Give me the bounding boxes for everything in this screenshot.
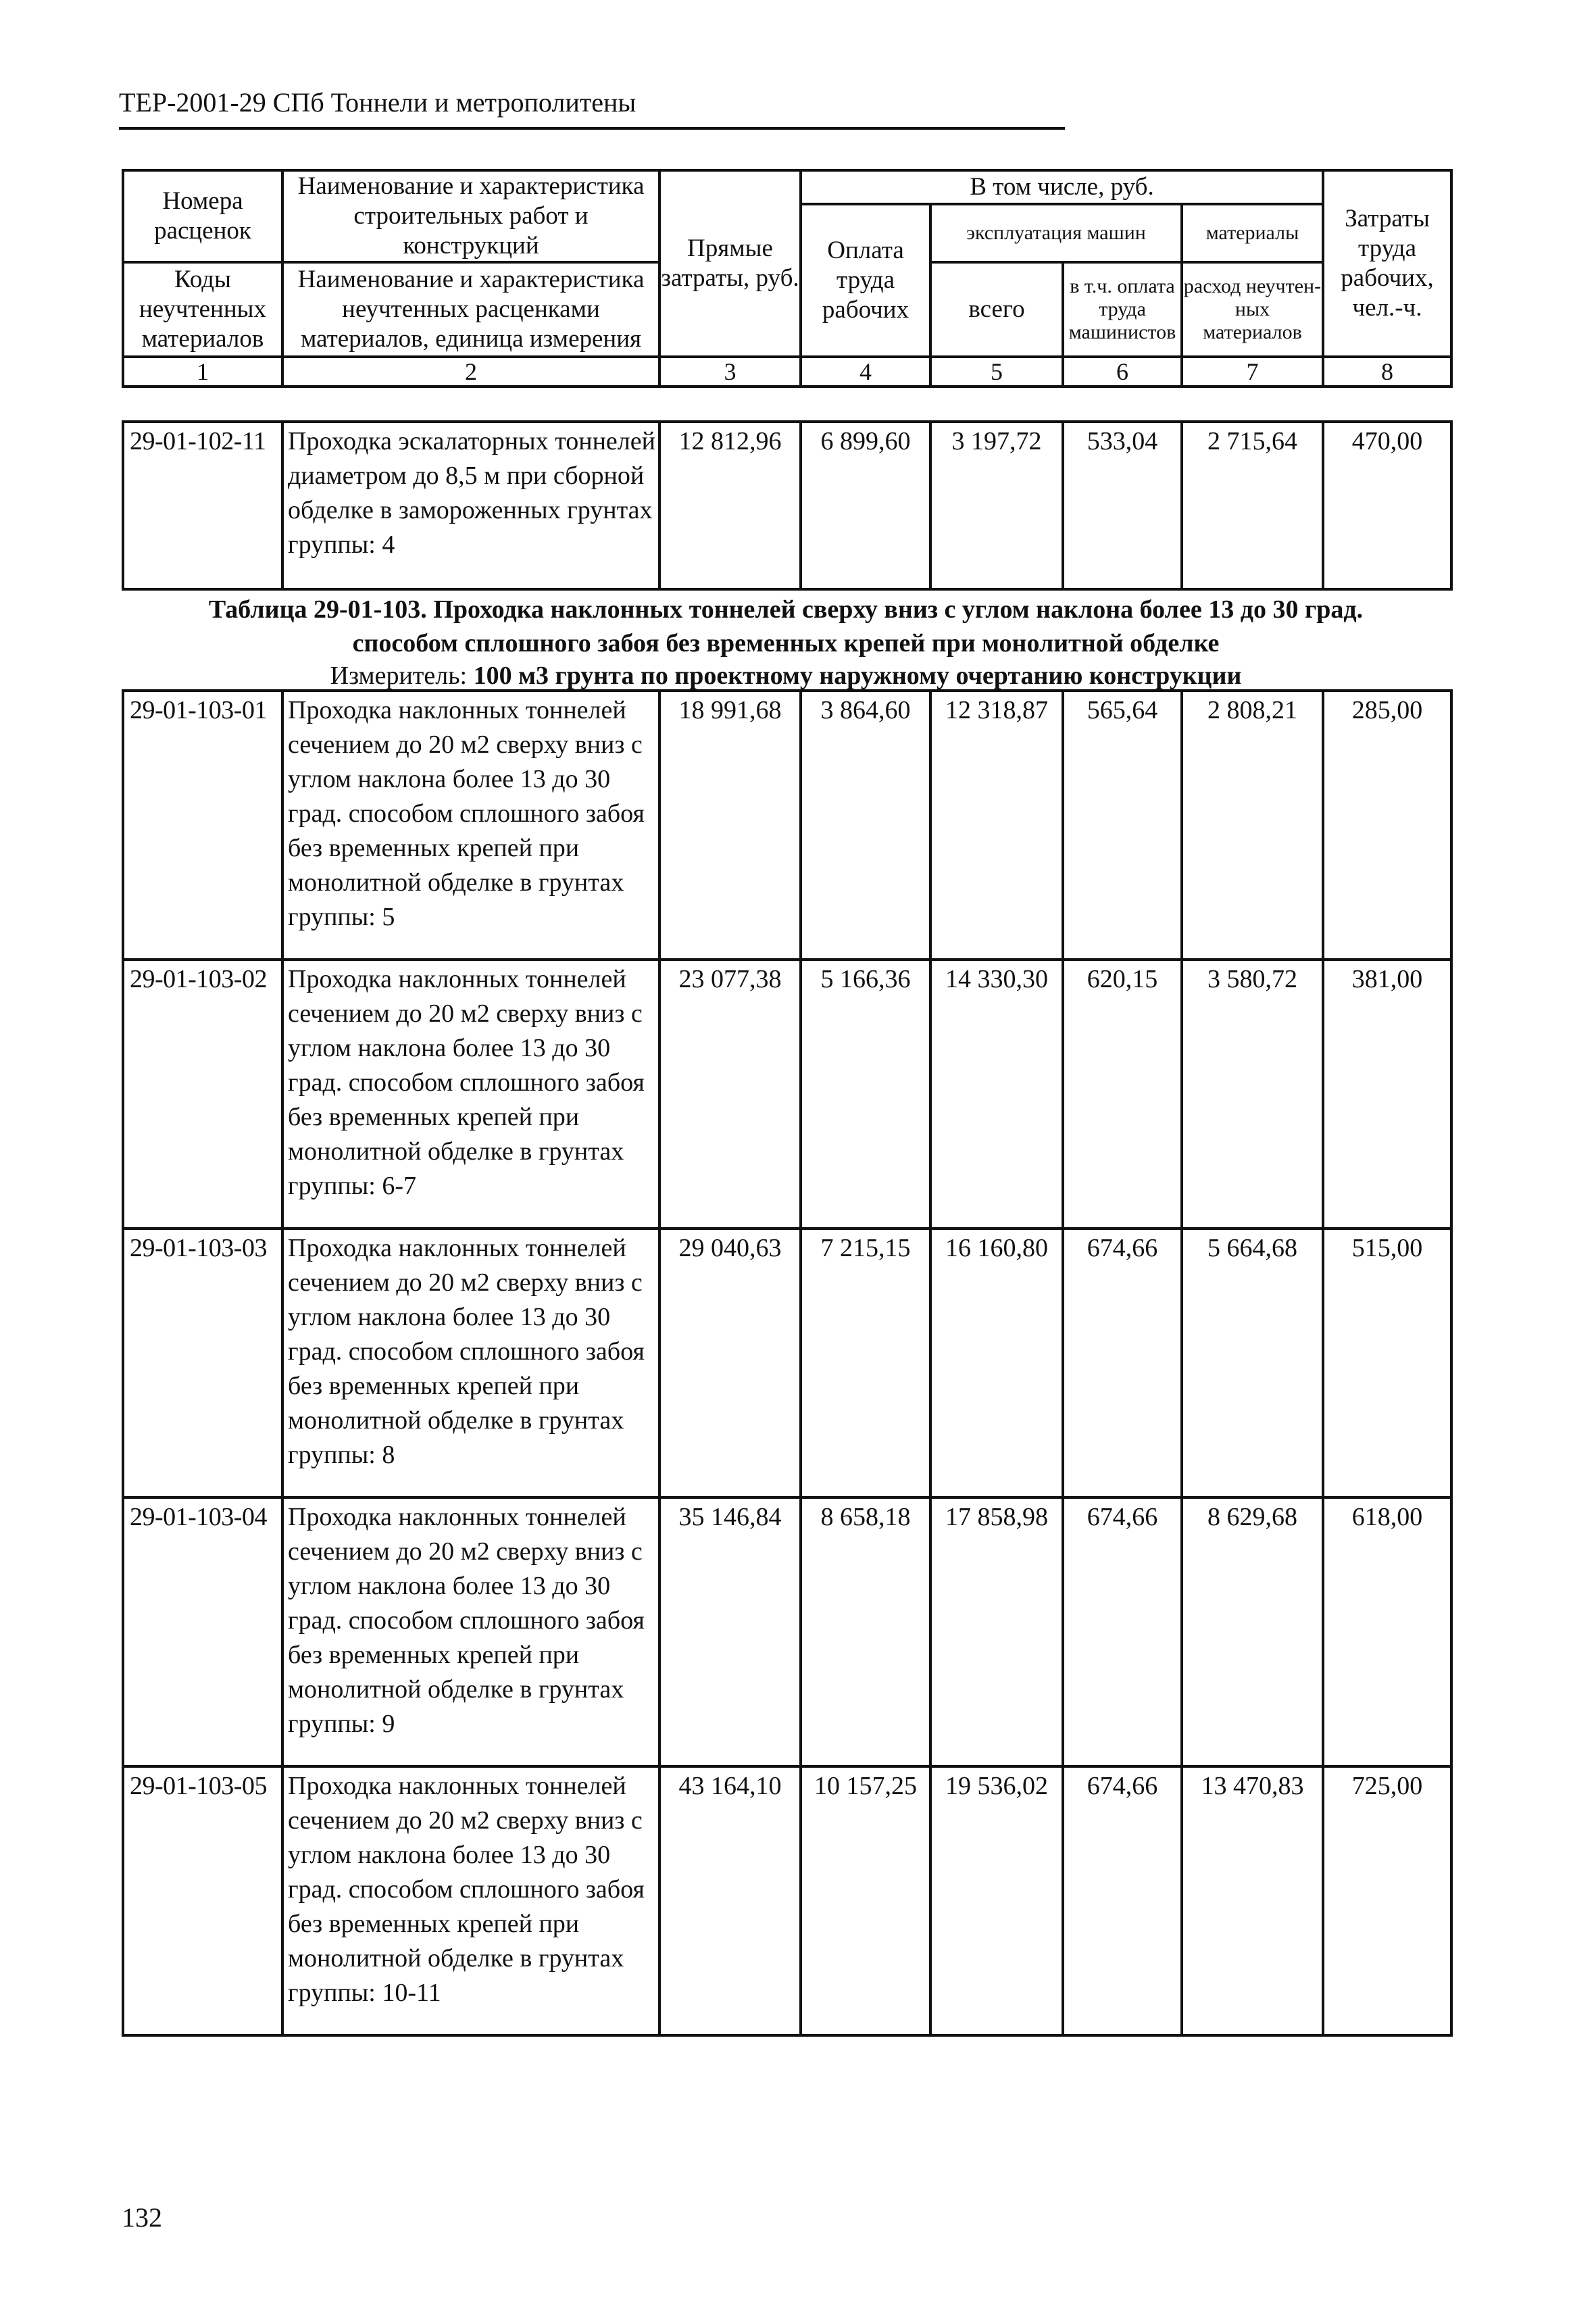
row-materials: 3 580,72 [1182, 960, 1323, 1229]
unit-label: Измеритель: [330, 662, 468, 690]
row-hours: 285,00 [1323, 691, 1451, 960]
row-code: 29-01-103-03 [123, 1229, 282, 1497]
table-header [122, 169, 1453, 388]
table-row [123, 960, 1451, 1229]
unit-value: 100 м3 грунта по проектному наружному очертанию конструкции [473, 662, 1242, 690]
row-machines: 14 330,30 [930, 960, 1063, 1229]
header-col8: Затраты труда рабочих, чел.-ч. [1323, 170, 1451, 357]
table-prev-rows [122, 420, 1453, 591]
header-col1-bottom: Коды неучтенных материалов [123, 262, 282, 357]
header-number: 1 [123, 357, 282, 387]
row-materials: 2 808,21 [1182, 691, 1323, 960]
row-name: Проходка наклонных тоннелей сечением до 20 м2 сверху вниз с углом наклона более 13 до 30 град. способом сплошного забоя без временных крепей при монолитной обделке в грунтах группы: 6-7 [282, 960, 659, 1229]
table-row [123, 691, 1451, 960]
row-direct: 23 077,38 [659, 960, 801, 1229]
header-number: 8 [1323, 357, 1451, 387]
table-rows [122, 689, 1453, 2037]
row-machines: 19 536,02 [930, 1766, 1063, 2035]
header-group: В том числе, руб. [801, 170, 1323, 204]
row-name: Проходка наклонных тоннелей сечением до 20 м2 сверху вниз с углом наклона более 13 до 30 град. способом сплошного забоя без временных крепей при монолитной обделке в грунтах группы: 5 [282, 691, 659, 960]
header-col1-top: Номера расценок [123, 170, 282, 262]
row-operators: 674,66 [1063, 1497, 1182, 1766]
table-caption-unit [122, 660, 1450, 692]
header-rule [119, 127, 1065, 130]
row-name: Проходка наклонных тоннелей сечением до 20 м2 сверху вниз с углом наклона более 13 до 30 град. способом сплошного забоя без временных крепей при монолитной обделке в грунтах группы: 8 [282, 1229, 659, 1497]
row-name: Проходка наклонных тоннелей сечением до 20 м2 сверху вниз с углом наклона более 13 до 30 град. способом сплошного забоя без временных крепей при монолитной обделке в грунтах группы: 9 [282, 1497, 659, 1766]
table-row [123, 422, 1451, 589]
row-code: 29-01-103-02 [123, 960, 282, 1229]
row-machines: 17 858,98 [930, 1497, 1063, 1766]
header-number: 3 [659, 357, 801, 387]
table-row [123, 1497, 1451, 1766]
row-name: Проходка эскалаторных тоннелей диаметром до 8,5 м при сборной обделке в замороженных грунтах группы: 4 [282, 422, 659, 589]
header-number: 6 [1063, 357, 1182, 387]
row-labor: 10 157,25 [801, 1766, 930, 2035]
row-direct: 18 991,68 [659, 691, 801, 960]
row-operators: 533,04 [1063, 422, 1182, 589]
row-labor: 7 215,15 [801, 1229, 930, 1497]
table-caption-title: Таблица 29-01-103. Проходка наклонных тоннелей сверху вниз с углом наклона более 13 до 30 град. [208, 595, 1364, 624]
row-labor: 6 899,60 [801, 422, 930, 589]
row-hours: 618,00 [1323, 1497, 1451, 1766]
header-col5: всего [930, 262, 1063, 357]
row-hours: 515,00 [1323, 1229, 1451, 1497]
row-code: 29-01-102-11 [123, 422, 282, 589]
row-hours: 725,00 [1323, 1766, 1451, 2035]
row-direct: 12 812,96 [659, 422, 801, 589]
header-number: 7 [1182, 357, 1323, 387]
table-caption-subtitle: способом сплошного забоя без временных крепей при монолитной обделке [352, 629, 1220, 658]
row-operators: 674,66 [1063, 1766, 1182, 2035]
row-materials: 5 664,68 [1182, 1229, 1323, 1497]
row-direct: 29 040,63 [659, 1229, 801, 1497]
header-col2-bottom: Наименование и характеристика неучтенных расценками материалов, единица измерения [282, 262, 659, 357]
row-operators: 674,66 [1063, 1229, 1182, 1497]
header-col3: Прямые затраты, руб. [659, 170, 801, 357]
row-labor: 3 864,60 [801, 691, 930, 960]
row-hours: 470,00 [1323, 422, 1451, 589]
page-number: 132 [122, 2202, 162, 2233]
header-number: 2 [282, 357, 659, 387]
table-row [123, 1766, 1451, 2035]
row-code: 29-01-103-01 [123, 691, 282, 960]
header-col7: расход неучтен-ных материалов [1182, 262, 1323, 357]
row-name: Проходка наклонных тоннелей сечением до 20 м2 сверху вниз с углом наклона более 13 до 30 град. способом сплошного забоя без временных крепей при монолитной обделке в грунтах группы: 10-11 [282, 1766, 659, 2035]
header-col2-top: Наименование и характеристика строительных работ и конструкций [282, 170, 659, 262]
row-operators: 565,64 [1063, 691, 1182, 960]
row-materials: 2 715,64 [1182, 422, 1323, 589]
row-code: 29-01-103-05 [123, 1766, 282, 2035]
header-machines: эксплуатация машин [930, 204, 1182, 262]
row-direct: 43 164,10 [659, 1766, 801, 2035]
header-number: 4 [801, 357, 930, 387]
table-row [123, 1229, 1451, 1497]
row-operators: 620,15 [1063, 960, 1182, 1229]
header-materials: материалы [1182, 204, 1323, 262]
row-hours: 381,00 [1323, 960, 1451, 1229]
row-machines: 16 160,80 [930, 1229, 1063, 1497]
row-materials: 13 470,83 [1182, 1766, 1323, 2035]
row-labor: 5 166,36 [801, 960, 930, 1229]
row-direct: 35 146,84 [659, 1497, 801, 1766]
header-col4: Оплата труда рабочих [801, 204, 930, 357]
row-labor: 8 658,18 [801, 1497, 930, 1766]
row-code: 29-01-103-04 [123, 1497, 282, 1766]
running-header: ТЕР-2001-29 СПб Тоннели и метрополитены [119, 87, 637, 118]
row-materials: 8 629,68 [1182, 1497, 1323, 1766]
header-number: 5 [930, 357, 1063, 387]
header-col6: в т.ч. оплата труда машинистов [1063, 262, 1182, 357]
row-machines: 3 197,72 [930, 422, 1063, 589]
row-machines: 12 318,87 [930, 691, 1063, 960]
